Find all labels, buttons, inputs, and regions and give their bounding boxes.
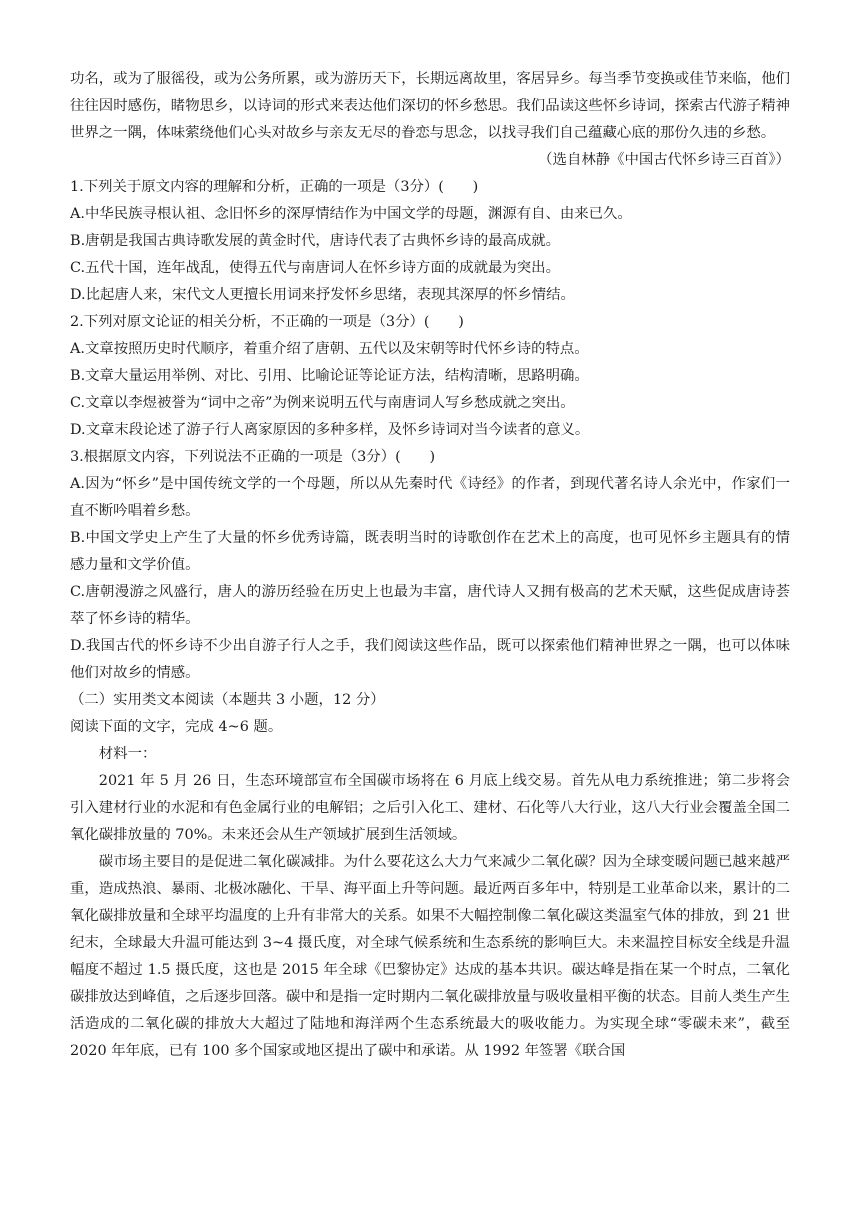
question-option: A.因为“怀乡”是中国传统文学的一个母题，所以从先秦时代《诗经》的作者，到现代著名诗人余光中，作家们一直不断吟唱着乡愁。 xyxy=(70,476,790,519)
question-option: C.文章以李煜被誉为“词中之帝”为例来说明五代与南唐词人写乡愁成就之突出。 xyxy=(70,395,575,411)
question-stem: 2.下列对原文论证的相关分析，不正确的一项是（3分）( ) xyxy=(70,314,464,330)
question-3 xyxy=(70,444,790,687)
question-option: B.文章大量运用举例、对比、引用、比喻论证等论证方法，结构清晰，思路明确。 xyxy=(70,368,589,384)
question-option: B.中国文学史上产生了大量的怀乡优秀诗篇，既表明当时的诗歌创作在艺术上的高度，也可见怀乡主题具有的情感力量和文学价值。 xyxy=(70,530,790,573)
question-option: C.五代十国，连年战乱，使得五代与南唐词人在怀乡诗方面的成就最为突出。 xyxy=(70,260,560,276)
question-option: C.唐朝漫游之风盛行，唐人的游历经验在历史上也最为丰富，唐代诗人又拥有极高的艺术天赋，这些促成唐诗荟萃了怀乡诗的精华。 xyxy=(70,584,790,627)
question-option: D.我国古代的怀乡诗不少出自游子行人之手，我们阅读这些作品，既可以探索他们精神世界之一隅，也可以体味他们对故乡的情感。 xyxy=(70,638,790,681)
question-1 xyxy=(70,174,790,309)
question-option: B.唐朝是我国古典诗歌发展的黄金时代，唐诗代表了古典怀乡诗的最高成就。 xyxy=(70,233,561,249)
material-paragraph: 2021 年 5 月 26 日，生态环境部宣布全国碳市场将在 6 月底上线交易。首先从电力系统推进；第二步将会引入建材行业的水泥和有色金属行业的电解铝；之后引入化工、建材、石化等八大行业，这八大行业会覆盖全国二氧化碳排放量的 70%。未来还会从生产领域扩展到生活领域。 xyxy=(70,773,790,843)
question-2 xyxy=(70,309,790,444)
question-stem: 1.下列关于原文内容的理解和分析，正确的一项是（3分）( ) xyxy=(70,179,479,195)
section-heading: （二）实用类文本阅读（本题共 3 小题，12 分） xyxy=(70,692,385,708)
question-option: D.文章末段论述了游子行人离家原因的多种多样，及怀乡诗词对当今读者的意义。 xyxy=(70,422,590,438)
question-option: D.比起唐人来，宋代文人更擅长用词来抒发怀乡思绪，表现其深厚的怀乡情结。 xyxy=(70,287,575,303)
question-option: A.中华民族寻根认祖、念旧怀乡的深厚情结作为中国文学的母题，渊源有自、由来已久。 xyxy=(70,206,632,222)
section-practical-reading xyxy=(70,687,790,1065)
passage-continued: 功名，或为了服徭役，或为公务所累，或为游历天下，长期远离故里，客居异乡。每当季节变换或佳节来临，他们往往因时感伤，睹物思乡，以诗词的形式来表达他们深切的怀乡愁思。我们品读这些怀乡诗词，探索古代游子精神世界之一隅，体味萦绕他们心头对故乡与亲友无尽的眷恋与思念，以找寻我们自己蕴藏心底的那份久违的乡愁。 xyxy=(70,71,790,141)
question-option: A.文章按照历史时代顺序，着重介绍了唐朝、五代以及宋朝等时代怀乡诗的特点。 xyxy=(70,341,589,357)
passage-source: （选自林静《中国古代怀乡诗三百首》） xyxy=(538,152,790,168)
material-label: 材料一： xyxy=(98,746,157,762)
material-paragraph: 碳市场主要目的是促进二氧化碳减排。为什么要花这么大力气来减少二氧化碳？因为全球变暖问题已越来越严重，造成热浪、暴雨、北极冰融化、干旱、海平面上升等问题。最近两百多年中，特别是工业革命以来，累计的二氧化碳排放量和全球平均温度的上升有非常大的关系。如果不大幅控制像二氧化碳这类温室气体的排放，到 21 世纪末，全球最大升温可能达到 3~4 摄氏度，对全球气候系统和生态系统的影响巨大。未来温控目标安全线是升温幅度不超过 1.5 摄氏度，这也是 2015 年全球《巴黎协定》达成的基本共识。碳达峰是指在某一个时点，二氧化碳排放达到峰值，之后逐步回落。碳中和是指一定时期内二氧化碳排放量与吸收量相平衡的状态。目前人类生产生活造成的二氧化碳的排放大大超过了陆地和海洋两个生态系统最大的吸收能力。为实现全球“零碳未来”，截至 2020 年年底，已有 100 多个国家或地区提出了碳中和承诺。从 1992 年签署《联合国 xyxy=(70,854,790,1059)
section-instruction: 阅读下面的文字，完成 4~6 题。 xyxy=(70,719,283,735)
question-stem: 3.根据原文内容，下列说法不正确的一项是（3分）( ) xyxy=(70,449,436,465)
